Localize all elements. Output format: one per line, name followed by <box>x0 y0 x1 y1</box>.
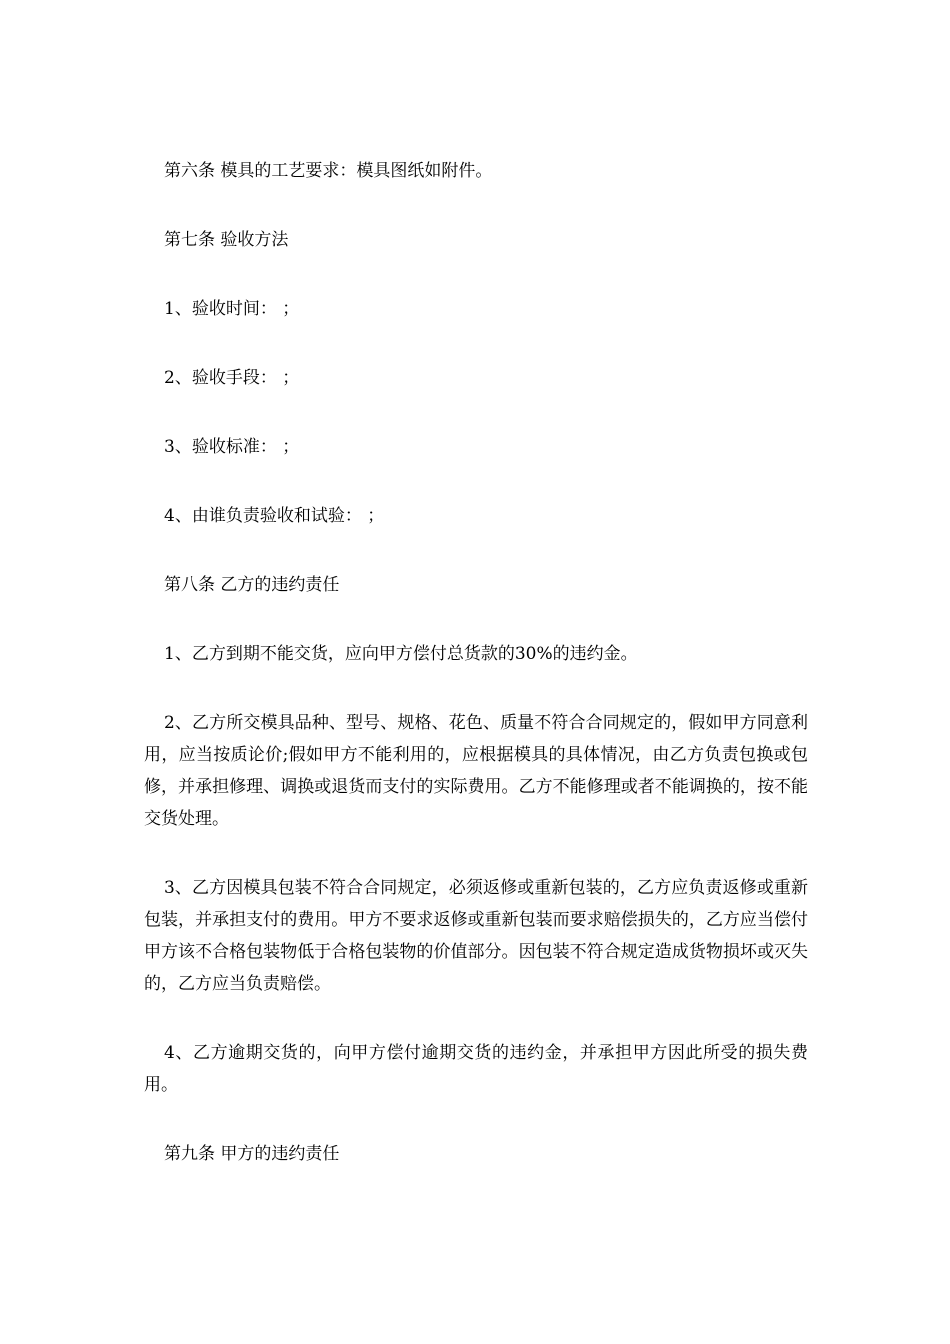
article-7-item-2: 2、验收手段： ； <box>164 368 300 388</box>
article-8-item-4: 4、乙方逾期交货的，向甲方偿付逾期交货的违约金，并承担甲方因此所受的损失费用。 <box>144 1043 808 1095</box>
article-7-item-3: 3、验收标准： ； <box>164 437 300 457</box>
article-7-item-4: 4、由谁负责验收和试验： ； <box>164 506 385 526</box>
article-8-heading: 第八条 乙方的违约责任 <box>164 575 340 595</box>
article-7-heading: 第七条 验收方法 <box>164 230 289 250</box>
article-6-heading: 第六条 模具的工艺要求：模具图纸如附件。 <box>164 161 493 181</box>
article-8-item-3: 3、乙方因模具包装不符合合同规定，必须返修或重新包装的，乙方应负责返修或重新包装，并承担支付的费用。甲方不要求返修或重新包装而要求赔偿损失的，乙方应当偿付甲方该不合格包装物低于合格包装物的价值部分。因包装不符合规定造成货物损坏或灭失的，乙方应当负责赔偿。 <box>144 878 808 994</box>
article-8-item-1: 1、乙方到期不能交货，应向甲方偿付总货款的30%的违约金。 <box>164 644 638 664</box>
document-body <box>144 155 808 1170</box>
article-9-heading: 第九条 甲方的违约责任 <box>164 1144 340 1164</box>
article-8-item-2: 2、乙方所交模具品种、型号、规格、花色、质量不符合合同规定的，假如甲方同意利用，应当按质论价;假如甲方不能利用的，应根据模具的具体情况，由乙方负责包换或包修，并承担修理、调换或退货而支付的实际费用。乙方不能修理或者不能调换的，按不能交货处理。 <box>144 713 808 829</box>
article-7-item-1: 1、验收时间： ； <box>164 299 300 319</box>
